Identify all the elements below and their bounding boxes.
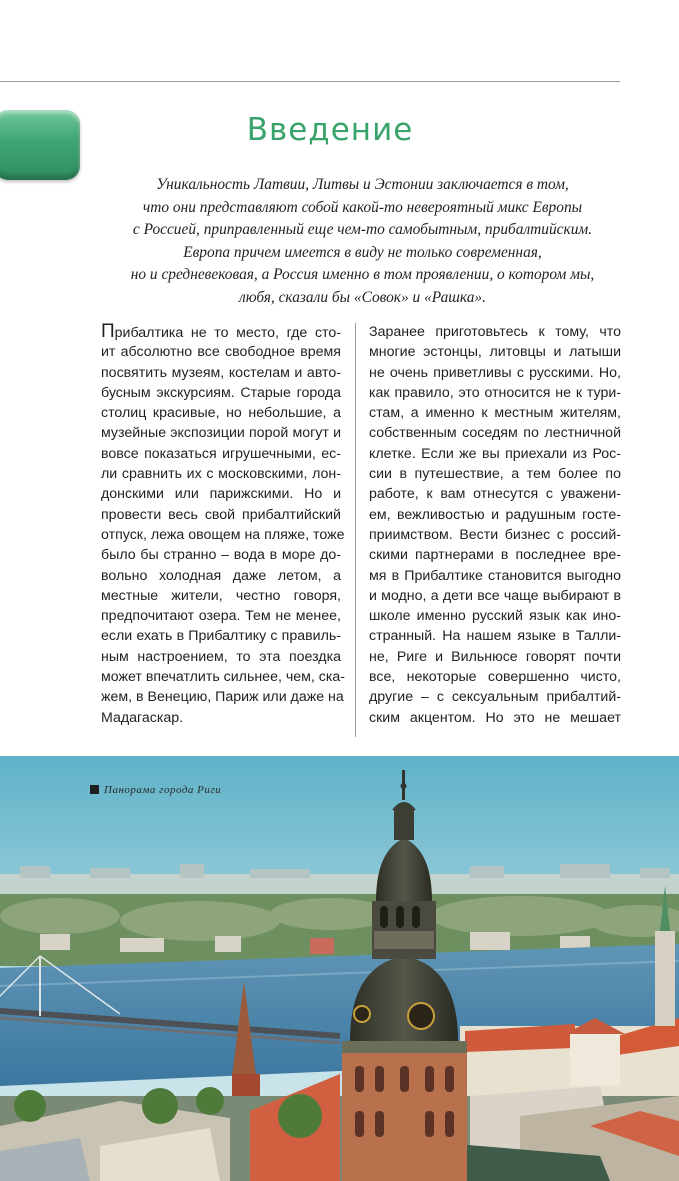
- right-column-text: [369, 322, 621, 728]
- right-column-line: не очень приветливы с русскими. Но,: [369, 364, 621, 381]
- intro-line: Уникальность Латвии, Литвы и Эстонии заключается в том,: [156, 176, 569, 193]
- intro-line: любя, сказали бы «Совок» и «Рашка».: [239, 288, 486, 306]
- chapter-title: Введение: [246, 112, 414, 148]
- right-column-line: и модно, а дети все чаще выбирают в: [369, 587, 621, 604]
- right-column-line: не, Риге и Вильнюсе говорят почти: [369, 648, 621, 665]
- column-divider: [355, 323, 356, 737]
- panorama-illustration: [0, 756, 679, 1181]
- right-column-line: сии в путешествие, а тем более по: [369, 466, 621, 483]
- left-column-line: ным настроением, то эта поездка: [101, 648, 341, 665]
- photo-caption: [90, 784, 221, 796]
- left-column-text: [101, 321, 345, 728]
- drop-letter: П: [101, 321, 115, 342]
- right-column-line: мя в Прибалтике становится выгодно: [369, 567, 621, 584]
- right-column-line: работе, к вам отнесутся с уважени-: [369, 486, 621, 503]
- left-column-line: если ехать в Прибалтику с правиль-: [101, 628, 341, 645]
- right-column-line: ским акцентом. Но это не мешает: [369, 709, 621, 726]
- right-column-line: как правило, это относится не к тури-: [369, 384, 621, 401]
- left-column-line: предпочитают озера. Тем не менее,: [101, 608, 341, 625]
- intro-paragraph: [70, 174, 655, 309]
- left-column-line: местные жители, честно говоря,: [101, 587, 341, 604]
- left-column-line: музейные экспозиции порой могут и: [101, 425, 341, 442]
- intro-line: что они представляют собой какой-то невероятный микс Европы: [142, 198, 583, 216]
- photo-caption-text: Панорама города Риги: [104, 784, 222, 796]
- left-column-line: провести весь свой прибалтийский: [101, 506, 341, 523]
- right-column-line: другие – с сексуальным прибалтий-: [369, 689, 621, 706]
- intro-line: с Россией, приправленный еще чем-то самобытным, прибалтийским.: [132, 221, 593, 238]
- right-column-line: странный. На нашем языке в Талли-: [369, 628, 621, 645]
- left-column-line: отпуск, лежа овощем на пляже, тоже: [101, 526, 345, 543]
- intro-line: но и средневековая, а Россия именно в том проявлении, о котором мы,: [130, 266, 595, 283]
- left-column-line: столиц красивые, но небольшие, а: [101, 405, 341, 422]
- right-column-line: многие эстонцы, литовцы и латыши: [369, 344, 621, 361]
- right-column-line: школе именно русский язык как ино-: [369, 608, 621, 625]
- right-column-line: стам, а именно к местным жителям,: [369, 405, 621, 422]
- left-first-line: [101, 322, 341, 342]
- left-column-line: было бы странно – вода в море до-: [101, 547, 341, 564]
- right-column-line: клетке. Если же вы приехали из Рос-: [369, 445, 621, 462]
- left-column-line: жем, в Венецию, Париж или даже на: [101, 689, 344, 706]
- right-column-line: скими партнерами в последнее вре-: [369, 547, 621, 564]
- chapter-tab-marker: [0, 110, 80, 180]
- right-column-line: ем, вежливостью и радушным госте-: [369, 506, 621, 523]
- right-column-line: Заранее приготовьтесь к тому, что: [369, 324, 621, 340]
- left-column-line: ит абсолютно все свободное время: [101, 344, 341, 361]
- right-column-line: собственным соседям по лестничной: [369, 425, 621, 442]
- header-rule: [0, 81, 620, 82]
- left-column-line: может впечатлить сильнее, чем, ска-: [101, 669, 345, 686]
- left-column-line: Мадагаскар.: [101, 709, 184, 726]
- right-column-line: все, некоторые совершенно чисто,: [369, 669, 621, 686]
- left-column-line: вольно холодная даже летом, а: [101, 567, 341, 584]
- intro-line: Европа причем имеется в виду не только современная,: [183, 243, 542, 261]
- right-column-line: приимством. Вести бизнес с россий-: [369, 526, 621, 543]
- left-column-line: вовсе показаться игрушечными, ес-: [101, 445, 341, 462]
- riga-panorama-photo: [0, 756, 679, 1181]
- left-first-line-text: рибалтика не то место, где сто-: [114, 325, 341, 341]
- caption-square-icon: [90, 785, 99, 794]
- left-column-line: бусным экскурсиям. Старые города: [101, 384, 341, 401]
- left-column-line: донскими или парижскими. Но и: [101, 486, 341, 503]
- left-column-line: посвятить музеям, костелам и авто-: [101, 364, 341, 381]
- left-column-line: ли сравнить их с московскими, лон-: [101, 466, 341, 483]
